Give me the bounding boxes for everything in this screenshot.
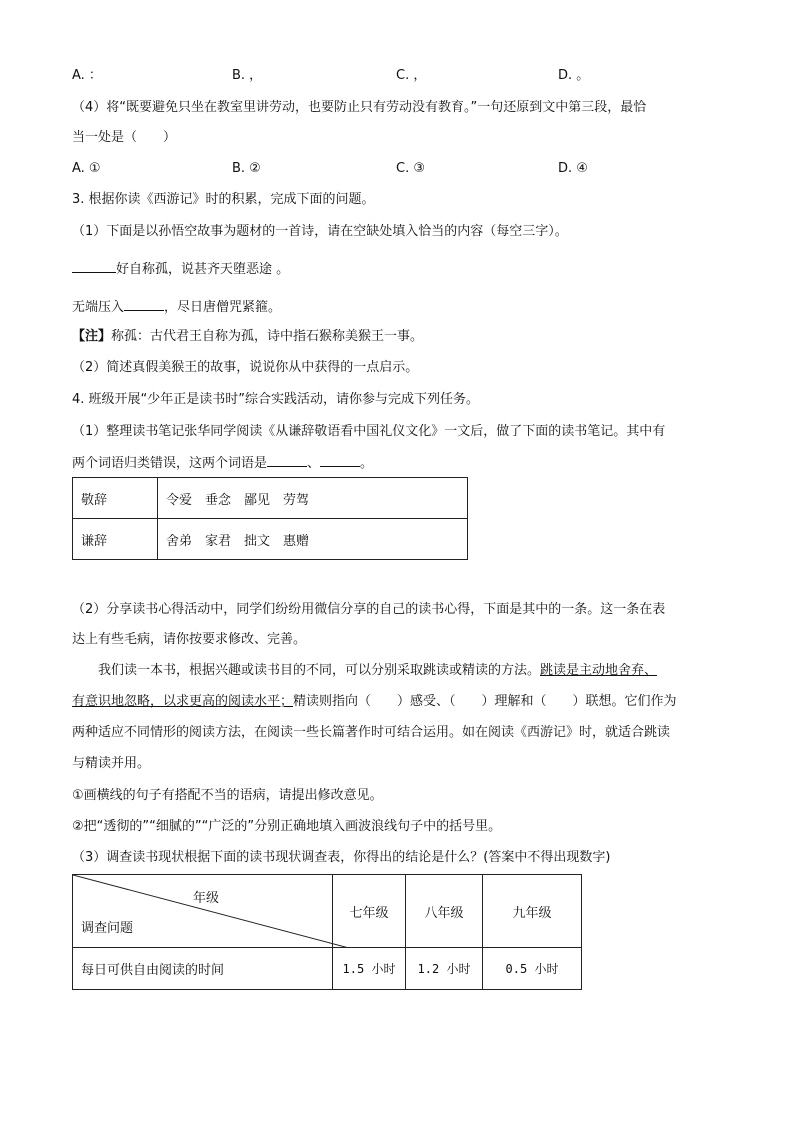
table-cell-words: 令爱 垂念 鄙见 劳驾 xyxy=(158,478,468,519)
blank-2[interactable] xyxy=(124,296,164,311)
diagonal-header-cell xyxy=(73,875,333,948)
table-row xyxy=(73,948,582,990)
q4-title: 4. 班级开展“少年正是读书时”综合实践活动，请你参与完成下列任务。 xyxy=(72,392,480,407)
table-cell-label: 谦辞 xyxy=(73,519,158,560)
diagonal-line xyxy=(73,875,349,948)
paragraph-line3: 两种适应不同情形的阅读方法，在阅读一些长篇著作时可结合运用。如在阅读《西游记》时，就适合跳读 xyxy=(72,725,671,740)
q3-sub1: （1）下面是以孙悟空故事为题材的一首诗，请在空缺处填入恰当的内容（每空三字）。 xyxy=(72,224,568,239)
q3-sub2: （2）简述真假美猴王的故事，说说你从中获得的一点启示。 xyxy=(72,360,419,375)
blank-1[interactable] xyxy=(72,258,116,273)
table-row xyxy=(73,519,468,560)
grade-8-header: 八年级 xyxy=(406,875,483,948)
table-row xyxy=(73,478,468,519)
option-b: B. ， xyxy=(232,68,263,83)
q4-sub1-line1: （1）整理读书笔记张华同学阅读《从谦辞敬语看中国礼仪文化》一文后，做了下面的读书笔记。其中有 xyxy=(72,424,666,439)
q4-sub3: （3）调查读书现状根据下面的读书现状调查表，你得出的结论是什么？(答案中不得出现数字) xyxy=(72,850,611,865)
option-d: D. 。 xyxy=(558,68,590,83)
corner-bottom-label: 调查问题 xyxy=(81,921,134,936)
table-cell-words: 舍弟 家君 拙文 惠赠 xyxy=(158,519,468,560)
grade-7-header: 七年级 xyxy=(333,875,406,948)
survey-table xyxy=(72,874,582,990)
table-cell-label: 敬辞 xyxy=(73,478,158,519)
q4-task1: ①画横线的句子有搭配不当的语病，请提出修改意见。 xyxy=(72,788,383,803)
q4-task2: ②把“透彻的”“细腻的”“广泛的”分别正确地填入画波浪线句子中的括号里。 xyxy=(72,819,502,834)
q3-note: 【注】称孤：古代君王自称为孤，诗中指石猴称美猴王一事。 xyxy=(72,329,424,344)
row-label: 每日可供自由阅读的时间 xyxy=(73,948,333,990)
option-a: A. ： xyxy=(72,68,102,83)
grade-8-value: 1.2 小时 xyxy=(406,948,483,990)
corner-top-label: 年级 xyxy=(193,891,220,906)
q4-sub1-line2: 两个词语归类错误，这两个词语是 、 。 xyxy=(72,452,373,474)
paragraph-line2: 有意识地忽略，以求更高的阅读水平；精读则指向（ ）感受、（ ）理解和（ ）联想。它们作为 xyxy=(72,694,677,709)
grade-7-value: 1.5 小时 xyxy=(333,948,406,990)
q4-sub2-line1: （2）分享读书心得活动中，同学们纷纷用微信分享的自己的读书心得，下面是其中的一条。这一条在表 xyxy=(72,602,666,617)
paragraph-line4: 与精读并用。 xyxy=(72,756,151,771)
wavy-sentence: 精读则指向（ ）感受、（ ）理解和（ ）联想。 xyxy=(293,694,625,709)
q2-4-stem-line2: 当一处是（ ） xyxy=(72,130,177,145)
q2-4-option-a: A. ① xyxy=(72,161,101,176)
grade-9-header: 九年级 xyxy=(483,875,582,948)
blank-3[interactable] xyxy=(267,452,307,467)
option-c: C. ， xyxy=(396,68,427,83)
q3-title: 3. 根据你读《西游记》时的积累，完成下面的问题。 xyxy=(72,192,375,207)
honorific-table xyxy=(72,477,468,560)
underlined-sentence: 跳读是主动地舍弃、 xyxy=(540,663,658,678)
q2-4-stem-line1: （4）将“既要避免只坐在教室里讲劳动，也要防止只有劳动没有教育。”一句还原到文中第三段，最恰 xyxy=(72,100,647,115)
underlined-sentence-cont: 有意识地忽略，以求更高的阅读水平； xyxy=(72,694,294,709)
q2-4-option-b: B. ② xyxy=(232,161,261,176)
q4-sub2-line2: 达上有些毛病，请你按要求修改、完善。 xyxy=(72,632,307,647)
q2-4-option-c: C. ③ xyxy=(396,161,425,176)
grade-9-value: 0.5 小时 xyxy=(483,948,582,990)
table-header-row xyxy=(73,875,582,948)
q3-poem-line2: 无端压入 ，尽日唐僧咒紧箍。 xyxy=(72,296,281,318)
paragraph-line1: 我们读一本书，根据兴趣或读书目的不同，可以分别采取跳读或精读的方法。跳读是主动地舍弃、 xyxy=(98,663,658,678)
q3-poem-line1: 好自称孤，说甚齐天堕恶途 。 xyxy=(72,258,289,280)
q2-4-option-d: D. ④ xyxy=(558,161,588,176)
blank-4[interactable] xyxy=(320,452,360,467)
